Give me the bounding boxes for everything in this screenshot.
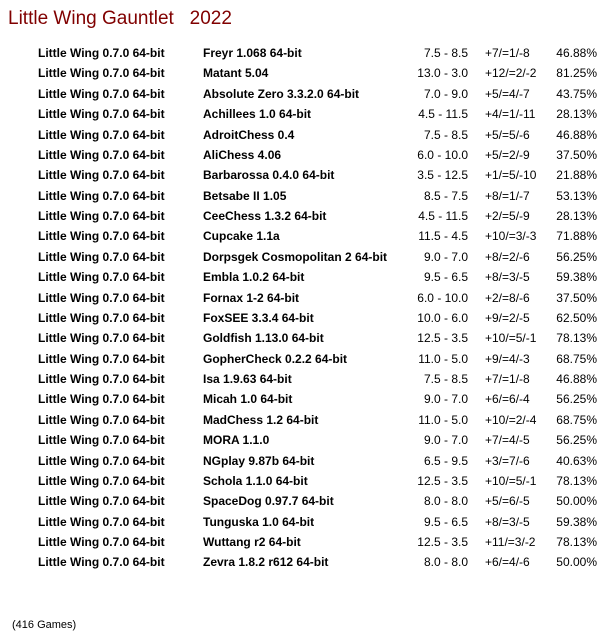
opponent-name: Micah 1.0 64-bit [203, 392, 293, 407]
win-draw-loss: +5/=6/-5 [485, 494, 530, 509]
win-draw-loss: +5/=4/-7 [485, 86, 530, 101]
score-percentage: 37.50% [556, 147, 597, 162]
win-draw-loss: +4/=1/-11 [485, 107, 536, 122]
player-name: Little Wing 0.7.0 64-bit [38, 107, 165, 122]
score-percentage: 53.13% [556, 188, 597, 203]
table-row [0, 471, 610, 491]
match-score: 4.5 - 11.5 [418, 107, 468, 122]
table-row [0, 186, 610, 206]
player-name: Little Wing 0.7.0 64-bit [38, 229, 165, 244]
win-draw-loss: +12/=2/-2 [485, 66, 537, 81]
player-name: Little Wing 0.7.0 64-bit [38, 188, 165, 203]
match-score: 10.0 - 6.0 [417, 310, 468, 325]
table-row [0, 410, 610, 430]
win-draw-loss: +6/=4/-6 [485, 555, 530, 570]
win-draw-loss: +11/=3/-2 [485, 535, 536, 549]
page-title: Little Wing Gauntlet 2022 [8, 8, 232, 29]
player-name: Little Wing 0.7.0 64-bit [38, 351, 165, 366]
match-score: 8.5 - 7.5 [423, 188, 468, 203]
table-row [0, 349, 610, 369]
score-percentage: 43.75% [556, 86, 597, 101]
win-draw-loss: +3/=7/-6 [485, 453, 530, 468]
match-score: 9.5 - 6.5 [423, 514, 468, 529]
opponent-name: Cupcake 1.1a [203, 229, 280, 244]
score-percentage: 50.00% [556, 494, 597, 509]
player-name: Little Wing 0.7.0 64-bit [38, 514, 165, 529]
win-draw-loss: +8/=3/-5 [485, 270, 530, 285]
table-row [0, 308, 610, 328]
player-name: Little Wing 0.7.0 64-bit [38, 372, 165, 386]
win-draw-loss: +2/=8/-6 [485, 290, 530, 305]
match-score: 6.0 - 10.0 [417, 290, 468, 305]
table-row [0, 84, 610, 104]
player-name: Little Wing 0.7.0 64-bit [38, 270, 165, 285]
opponent-name: Freyr 1.068 64-bit [203, 46, 302, 60]
match-score: 7.5 - 8.5 [423, 372, 468, 386]
match-score: 8.0 - 8.0 [423, 494, 468, 509]
match-score: 8.0 - 8.0 [423, 555, 468, 570]
table-row [0, 451, 610, 471]
score-percentage: 78.13% [556, 473, 597, 488]
player-name: Little Wing 0.7.0 64-bit [38, 453, 165, 468]
opponent-name: Dorpsgek Cosmopolitan 2 64-bit [203, 249, 388, 264]
win-draw-loss: +6/=6/-4 [485, 392, 530, 407]
score-percentage: 68.75% [556, 351, 597, 366]
opponent-name: AliChess 4.06 [203, 147, 282, 162]
table-row [0, 430, 610, 450]
win-draw-loss: +10/=5/-1 [485, 473, 537, 488]
table-row [0, 267, 610, 287]
opponent-name: Embla 1.0.2 64-bit [203, 270, 305, 285]
score-percentage: 71.88% [556, 229, 597, 244]
opponent-name: Wuttang r2 64-bit [203, 535, 301, 549]
table-row [0, 512, 610, 532]
score-percentage: 28.13% [556, 209, 597, 223]
score-percentage: 40.63% [556, 453, 597, 468]
win-draw-loss: +10/=3/-3 [485, 229, 537, 244]
player-name: Little Wing 0.7.0 64-bit [38, 535, 165, 549]
player-name: Little Wing 0.7.0 64-bit [38, 290, 165, 305]
player-name: Little Wing 0.7.0 64-bit [38, 86, 165, 101]
table-row [0, 145, 610, 165]
table-row [0, 552, 610, 572]
match-score: 6.0 - 10.0 [417, 147, 468, 162]
opponent-name: Zevra 1.8.2 r612 64-bit [203, 555, 329, 570]
win-draw-loss: +10/=2/-4 [485, 412, 537, 427]
player-name: Little Wing 0.7.0 64-bit [38, 249, 165, 264]
win-draw-loss: +1/=5/-10 [485, 168, 537, 183]
match-score: 11.0 - 5.0 [418, 412, 468, 427]
win-draw-loss: +5/=5/-6 [485, 127, 530, 142]
win-draw-loss: +8/=3/-5 [485, 514, 530, 529]
player-name: Little Wing 0.7.0 64-bit [38, 127, 165, 142]
player-name: Little Wing 0.7.0 64-bit [38, 46, 165, 60]
player-name: Little Wing 0.7.0 64-bit [38, 331, 165, 346]
score-percentage: 46.88% [556, 127, 597, 142]
player-name: Little Wing 0.7.0 64-bit [38, 392, 165, 407]
match-score: 9.0 - 7.0 [423, 392, 468, 407]
win-draw-loss: +8/=2/-6 [485, 249, 530, 264]
match-score: 3.5 - 12.5 [417, 168, 468, 183]
match-score: 9.0 - 7.0 [423, 249, 468, 264]
win-draw-loss: +7/=1/-8 [485, 46, 530, 60]
match-score: 7.0 - 9.0 [423, 86, 468, 101]
table-row [0, 288, 610, 308]
match-score: 11.5 - 4.5 [418, 229, 468, 244]
opponent-name: MadChess 1.2 64-bit [203, 412, 319, 427]
opponent-name: Fornax 1-2 64-bit [203, 290, 300, 305]
opponent-name: AdroitChess 0.4 [203, 127, 295, 142]
score-percentage: 81.25% [556, 66, 597, 81]
match-score: 9.0 - 7.0 [423, 433, 468, 448]
score-percentage: 28.13% [556, 107, 597, 122]
opponent-name: NGplay 9.87b 64-bit [203, 453, 315, 468]
player-name: Little Wing 0.7.0 64-bit [38, 310, 165, 325]
table-row [0, 206, 610, 226]
table-row [0, 226, 610, 246]
player-name: Little Wing 0.7.0 64-bit [38, 66, 165, 81]
match-score: 12.5 - 3.5 [417, 535, 468, 549]
match-score: 13.0 - 3.0 [417, 66, 468, 81]
player-name: Little Wing 0.7.0 64-bit [38, 494, 165, 509]
win-draw-loss: +2/=5/-9 [485, 209, 530, 223]
games-count: (416 Games) [12, 619, 77, 631]
opponent-name: Schola 1.1.0 64-bit [203, 473, 308, 488]
player-name: Little Wing 0.7.0 64-bit [38, 412, 165, 427]
match-score: 6.5 - 9.5 [423, 453, 468, 468]
table-row [0, 63, 610, 83]
win-draw-loss: +7/=4/-5 [485, 433, 530, 448]
match-score: 4.5 - 11.5 [418, 209, 468, 223]
match-score: 12.5 - 3.5 [417, 331, 468, 346]
table-row [0, 165, 610, 185]
match-score: 9.5 - 6.5 [423, 270, 468, 285]
win-draw-loss: +9/=4/-3 [485, 351, 530, 366]
match-score: 7.5 - 8.5 [423, 127, 468, 142]
table-row [0, 369, 610, 389]
score-percentage: 56.25% [556, 249, 597, 264]
opponent-name: FoxSEE 3.3.4 64-bit [203, 310, 314, 325]
win-draw-loss: +8/=1/-7 [485, 188, 530, 203]
player-name: Little Wing 0.7.0 64-bit [38, 555, 165, 570]
results-table [0, 43, 610, 573]
table-row [0, 328, 610, 348]
opponent-name: Goldfish 1.13.0 64-bit [203, 331, 324, 346]
opponent-name: Absolute Zero 3.3.2.0 64-bit [203, 86, 360, 101]
opponent-name: Matant 5.04 [203, 66, 269, 81]
player-name: Little Wing 0.7.0 64-bit [38, 433, 165, 448]
match-score: 7.5 - 8.5 [423, 46, 468, 60]
score-percentage: 46.88% [556, 372, 597, 386]
opponent-name: MORA 1.1.0 [203, 433, 270, 448]
score-percentage: 56.25% [556, 433, 597, 448]
score-percentage: 62.50% [556, 310, 597, 325]
opponent-name: Isa 1.9.63 64-bit [203, 372, 292, 386]
win-draw-loss: +5/=2/-9 [485, 147, 530, 162]
table-row [0, 532, 610, 552]
score-percentage: 37.50% [556, 290, 597, 305]
score-percentage: 59.38% [556, 270, 597, 285]
score-percentage: 56.25% [556, 392, 597, 407]
table-row [0, 125, 610, 145]
player-name: Little Wing 0.7.0 64-bit [38, 168, 165, 183]
player-name: Little Wing 0.7.0 64-bit [38, 209, 165, 223]
win-draw-loss: +9/=2/-5 [485, 310, 530, 325]
table-row [0, 247, 610, 267]
score-percentage: 68.75% [556, 412, 597, 427]
score-percentage: 50.00% [556, 555, 597, 570]
player-name: Little Wing 0.7.0 64-bit [38, 473, 165, 488]
table-row [0, 43, 610, 63]
table-row [0, 389, 610, 409]
match-score: 11.0 - 5.0 [418, 351, 468, 366]
opponent-name: SpaceDog 0.97.7 64-bit [203, 494, 334, 509]
player-name: Little Wing 0.7.0 64-bit [38, 147, 165, 162]
win-draw-loss: +7/=1/-8 [485, 372, 530, 386]
score-percentage: 78.13% [556, 331, 597, 346]
score-percentage: 59.38% [556, 514, 597, 529]
win-draw-loss: +10/=5/-1 [485, 331, 537, 346]
score-percentage: 46.88% [556, 46, 597, 60]
opponent-name: Achillees 1.0 64-bit [203, 107, 312, 122]
table-row [0, 104, 610, 124]
opponent-name: CeeChess 1.3.2 64-bit [203, 209, 327, 223]
opponent-name: Barbarossa 0.4.0 64-bit [203, 168, 335, 183]
match-score: 12.5 - 3.5 [417, 473, 468, 488]
score-percentage: 21.88% [556, 168, 597, 183]
opponent-name: GopherCheck 0.2.2 64-bit [203, 351, 348, 366]
opponent-name: Betsabe II 1.05 [203, 188, 287, 203]
table-row [0, 491, 610, 511]
score-percentage: 78.13% [556, 535, 597, 549]
opponent-name: Tunguska 1.0 64-bit [203, 514, 315, 529]
